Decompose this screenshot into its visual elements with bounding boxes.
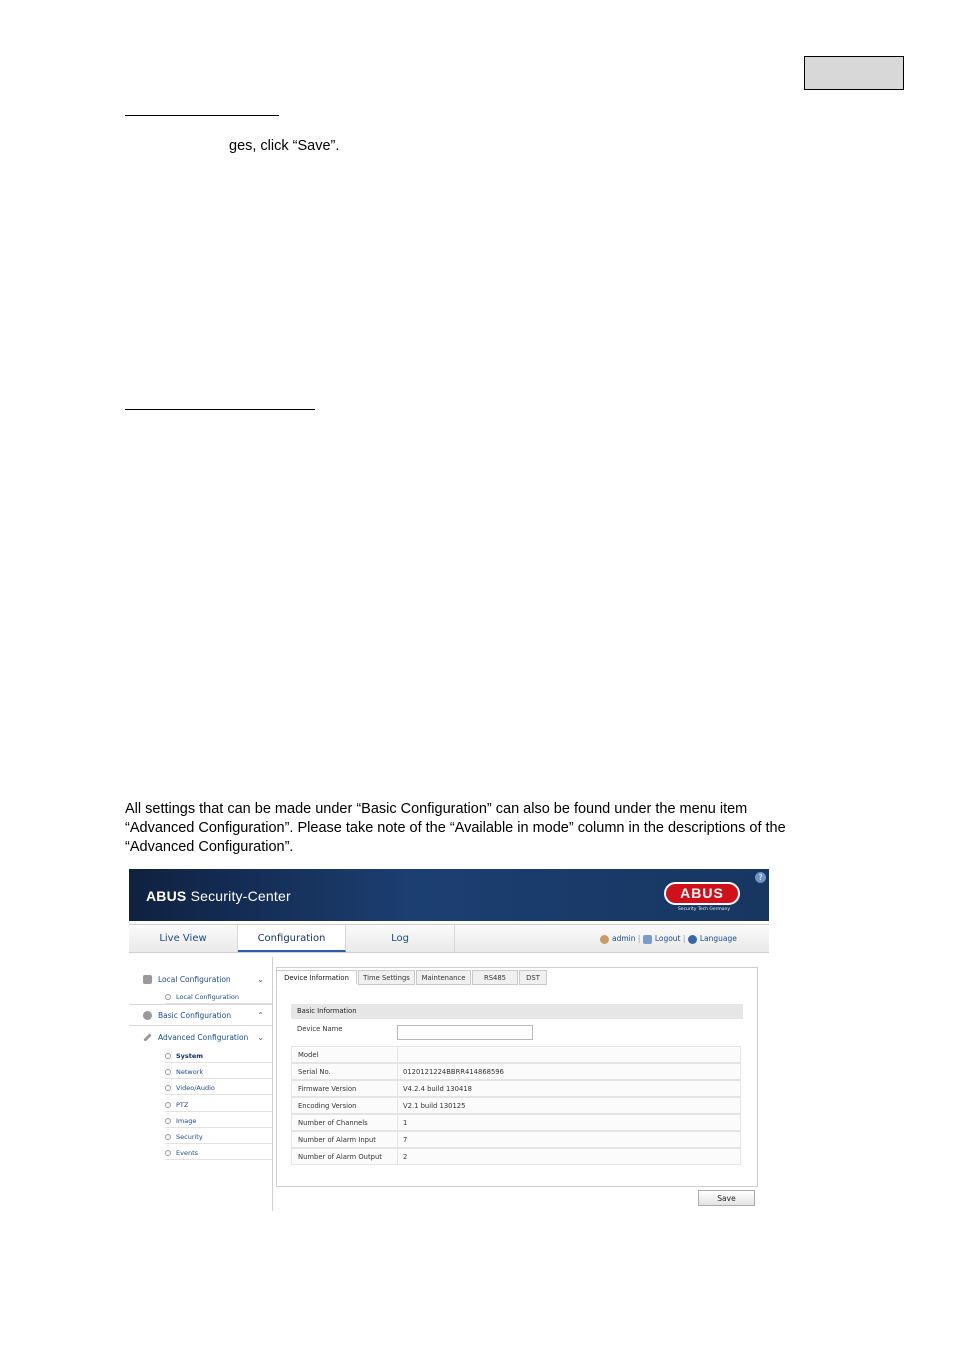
- cell-divider: [397, 1115, 398, 1130]
- cell-divider: [397, 1098, 398, 1113]
- computer-icon: [143, 975, 152, 984]
- paragraph-line: “Advanced Configuration”.: [125, 839, 294, 855]
- sidebar-item-label: Network: [176, 1068, 204, 1076]
- sidebar-label: Basic Configuration: [158, 1011, 232, 1020]
- heading-underline-1: [125, 115, 279, 116]
- sidebar-item-label: System: [176, 1052, 204, 1060]
- bullet-icon: [165, 1102, 171, 1108]
- bullet-icon: [165, 1134, 171, 1140]
- sidebar-item-ptz[interactable]: [165, 1098, 272, 1112]
- app-title: ABUS Security-Center: [146, 888, 291, 904]
- info-value: V2.1 build 130125: [403, 1102, 466, 1110]
- user-menu: [600, 925, 737, 952]
- sidebar-item-label: Events: [176, 1149, 199, 1157]
- bullet-icon: [165, 1053, 171, 1059]
- sidebar-advanced-configuration[interactable]: [143, 1031, 268, 1045]
- divider: [129, 1004, 272, 1005]
- logo-tagline: Security Tech Germany: [677, 907, 731, 912]
- save-button[interactable]: Save: [698, 1190, 755, 1206]
- chevron-down-icon: ⌄: [257, 975, 264, 984]
- sidebar-item-security[interactable]: [165, 1130, 272, 1144]
- cell-divider: [397, 1047, 398, 1062]
- bullet-icon: [165, 1085, 171, 1091]
- info-row: [291, 1114, 741, 1131]
- logout-icon: [643, 935, 652, 944]
- info-key: Encoding Version: [298, 1102, 357, 1110]
- info-row: [291, 1080, 741, 1097]
- chevron-up-icon: ⌃: [257, 1011, 264, 1020]
- sidebar-item-system[interactable]: [165, 1049, 272, 1063]
- info-key: Model: [298, 1051, 319, 1059]
- info-value: 0120121224BBRR414868596: [403, 1068, 504, 1076]
- device-name-label: Device Name: [297, 1025, 343, 1033]
- info-key: Firmware Version: [298, 1085, 357, 1093]
- main-nav: [129, 924, 769, 953]
- info-value: V4.2.4 build 130418: [403, 1085, 472, 1093]
- tab-live-view[interactable]: Live View: [129, 925, 238, 952]
- separator: |: [637, 934, 641, 943]
- wrench-icon: [143, 1033, 151, 1041]
- sidebar-item-label: PTZ: [176, 1101, 189, 1109]
- cell-divider: [397, 1081, 398, 1096]
- info-value: 2: [403, 1153, 408, 1161]
- sidebar-basic-configuration[interactable]: [143, 1009, 268, 1023]
- bullet-icon: [165, 994, 171, 1000]
- user-icon: [600, 935, 609, 944]
- info-key: Serial No.: [298, 1068, 331, 1076]
- globe-icon: [688, 935, 697, 944]
- sidebar-item-label: Video/Audio: [176, 1084, 215, 1092]
- divider: [129, 1025, 272, 1026]
- subtab-rs485[interactable]: RS485: [472, 970, 518, 985]
- sidebar-item-label: Security: [176, 1133, 203, 1141]
- bullet-icon: [165, 1150, 171, 1156]
- logout-link[interactable]: Logout: [654, 934, 681, 943]
- paragraph-line: “Advanced Configuration”. Please take note of the “Available in mode” column in the descriptions of the: [125, 820, 786, 836]
- sidebar-item-local-configuration[interactable]: [165, 990, 272, 1004]
- sidebar-item-label: Local Configuration: [176, 993, 239, 1001]
- tab-configuration[interactable]: Configuration: [238, 925, 346, 952]
- cell-divider: [397, 1149, 398, 1164]
- gear-icon: [143, 1011, 152, 1020]
- sidebar-item-video-audio[interactable]: [165, 1081, 272, 1095]
- info-value: 1: [403, 1119, 408, 1127]
- instruction-text: ges, click “Save”.: [229, 138, 340, 154]
- info-row: [291, 1148, 741, 1165]
- language-link[interactable]: Language: [699, 934, 737, 943]
- sidebar-local-configuration[interactable]: [143, 973, 268, 987]
- heading-underline-2: [125, 409, 315, 410]
- sidebar-item-network[interactable]: [165, 1065, 272, 1079]
- info-value: 7: [403, 1136, 408, 1144]
- info-key: Number of Alarm Output: [298, 1153, 382, 1161]
- sidebar-item-image[interactable]: [165, 1114, 272, 1128]
- language-marker-box: [804, 56, 904, 90]
- sidebar-label: Advanced Configuration: [158, 1033, 249, 1042]
- info-row: [291, 1046, 741, 1063]
- separator: |: [682, 934, 686, 943]
- info-row: [291, 1097, 741, 1114]
- subtab-maintenance[interactable]: Maintenance: [416, 970, 471, 985]
- bullet-icon: [165, 1118, 171, 1124]
- app-banner: [129, 869, 769, 921]
- device-name-input[interactable]: [397, 1025, 533, 1040]
- cell-divider: [397, 1132, 398, 1147]
- chevron-down-icon: ⌄: [257, 1033, 264, 1042]
- info-row: [291, 1131, 741, 1148]
- sidebar-item-events[interactable]: [165, 1146, 272, 1160]
- tab-log[interactable]: Log: [346, 925, 455, 952]
- abus-logo: ABUS: [664, 882, 740, 905]
- info-row: [291, 1063, 741, 1080]
- sidebar-label: Local Configuration: [158, 975, 231, 984]
- sidebar-item-label: Image: [176, 1117, 197, 1125]
- info-key: Number of Channels: [298, 1119, 368, 1127]
- subtab-time-settings[interactable]: Time Settings: [358, 970, 415, 985]
- embedded-screenshot: [129, 869, 769, 1211]
- info-key: Number of Alarm Input: [298, 1136, 376, 1144]
- subtab-dst[interactable]: DST: [519, 970, 547, 985]
- user-name[interactable]: admin: [612, 934, 636, 943]
- description-paragraph: [125, 800, 885, 857]
- section-basic-information: Basic Information: [291, 1004, 743, 1019]
- bullet-icon: [165, 1069, 171, 1075]
- paragraph-line: All settings that can be made under “Basic Configuration” can also be found under the menu item: [125, 801, 748, 817]
- subtab-device-information[interactable]: Device Information: [276, 970, 357, 985]
- help-icon[interactable]: ?: [755, 872, 766, 883]
- cell-divider: [397, 1064, 398, 1079]
- sidebar: [129, 957, 273, 1211]
